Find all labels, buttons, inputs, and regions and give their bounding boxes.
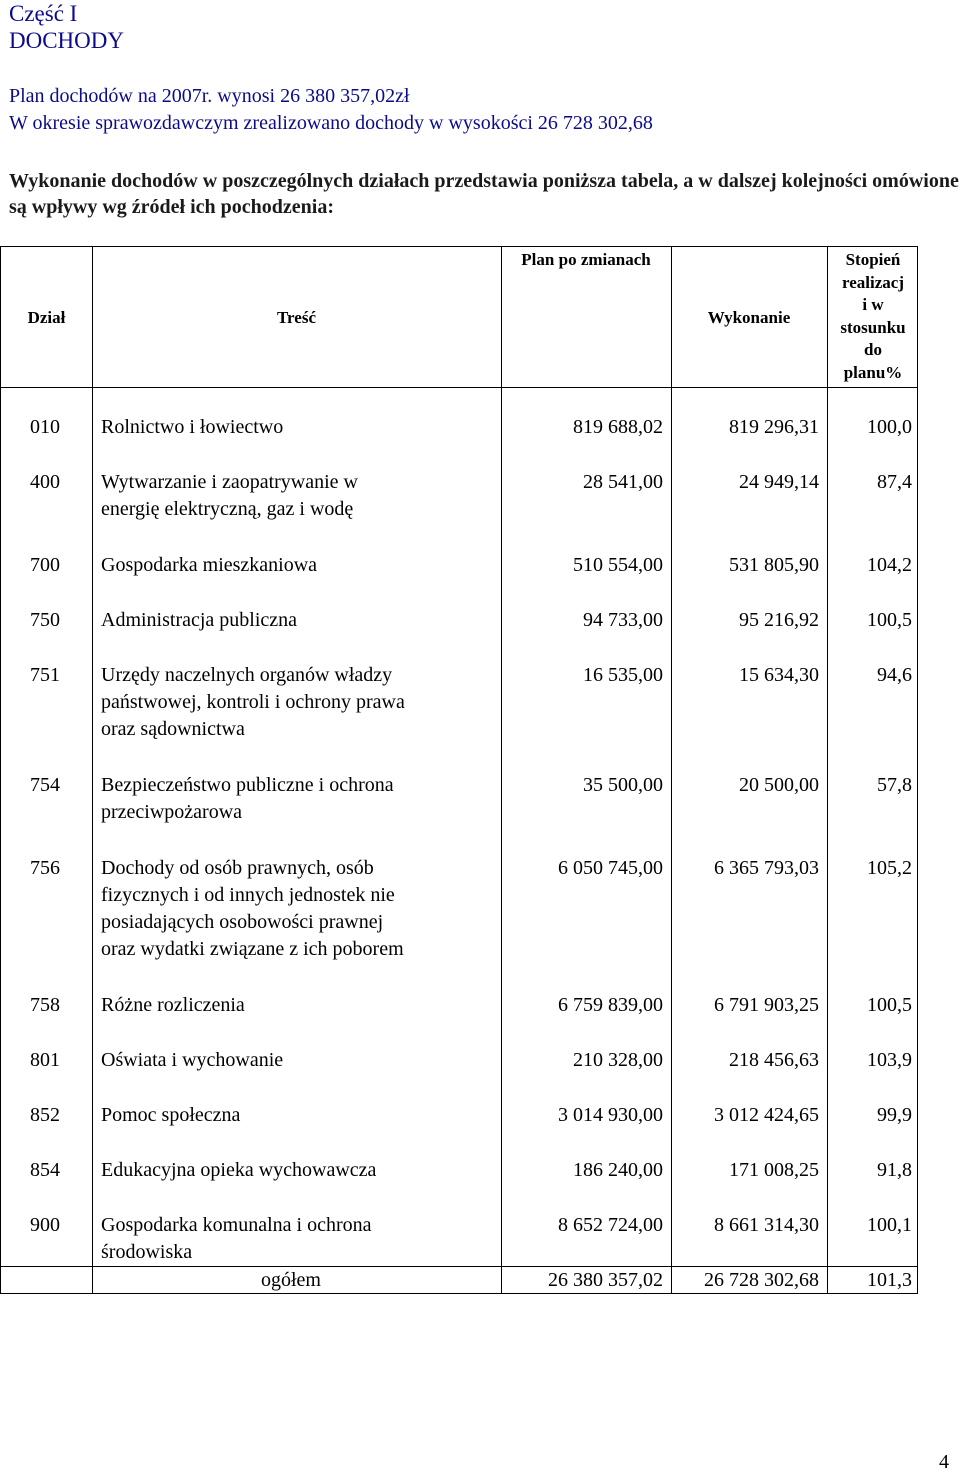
row-tresc: państwowej, kontroli i ochrony prawa [101, 691, 405, 713]
intro-description: Wykonanie dochodów w poszczególnych działach przedstawia poniższa tabela, a w dalszej kolejności omówione są wpływy wg źródeł ich pochodzenia: [9, 170, 959, 218]
row-plan: 94 733,00 [583, 609, 663, 631]
row-wykonanie: 819 296,31 [729, 416, 819, 438]
row-plan: 3 014 930,00 [558, 1104, 663, 1126]
total-wykonanie: 26 728 302,68 [704, 1269, 819, 1291]
heading-title: DOCHODY [9, 28, 124, 53]
header-stopien-line: do [864, 340, 882, 359]
row-dzial: 751 [30, 664, 60, 686]
row-tresc: Pomoc społeczna [101, 1104, 241, 1126]
row-tresc: przeciwpożarowa [101, 801, 243, 823]
row-tresc: Dochody od osób prawnych, osób [101, 857, 374, 879]
table-column-divider [827, 247, 828, 1293]
row-tresc: Urzędy naczelnych organów władzy [101, 664, 393, 686]
row-stopien: 105,2 [867, 857, 912, 879]
row-dzial: 750 [30, 609, 60, 631]
row-dzial: 900 [30, 1214, 60, 1236]
row-tresc: Gospodarka mieszkaniowa [101, 554, 318, 576]
row-tresc: Edukacyjna opieka wychowawcza [101, 1159, 377, 1181]
header-tresc: Treść [276, 308, 317, 327]
header-stopien-line: Stopień [845, 250, 901, 269]
row-dzial: 758 [30, 994, 60, 1016]
row-wykonanie: 20 500,00 [739, 774, 819, 796]
row-wykonanie: 218 456,63 [729, 1049, 819, 1071]
row-stopien: 57,8 [877, 774, 912, 796]
header-plan: Plan po zmianach [521, 250, 651, 269]
header-wykonanie: Wykonanie [707, 308, 791, 327]
header-stopien-line: realizacj [842, 272, 904, 292]
row-tresc: Różne rozliczenia [101, 994, 245, 1016]
header-stopien-line: stosunku [840, 317, 906, 337]
row-wykonanie: 15 634,30 [739, 664, 819, 686]
row-plan: 35 500,00 [583, 774, 663, 796]
header-stopien-line: i w [862, 295, 884, 314]
heading-part: Część I [9, 1, 78, 26]
row-stopien: 94,6 [877, 664, 912, 686]
row-stopien: 100,0 [867, 416, 912, 438]
intro-report-line: W okresie sprawozdawczym zrealizowano dochody w wysokości 26 728 302,68 [9, 112, 653, 134]
row-stopien: 87,4 [877, 471, 912, 493]
header-stopien [827, 249, 919, 384]
row-tresc: oraz wydatki związane z ich poborem [101, 938, 404, 960]
row-tresc: Rolnictwo i łowiectwo [101, 416, 284, 438]
row-dzial: 700 [30, 554, 60, 576]
row-wykonanie: 171 008,25 [729, 1159, 819, 1181]
table-column-divider [92, 247, 93, 1293]
total-stopien: 101,3 [867, 1269, 912, 1291]
row-wykonanie: 6 365 793,03 [714, 857, 819, 879]
row-tresc: Oświata i wychowanie [101, 1049, 284, 1071]
row-stopien: 104,2 [867, 554, 912, 576]
row-wykonanie: 8 661 314,30 [714, 1214, 819, 1236]
row-dzial: 756 [30, 857, 60, 879]
row-plan: 6 759 839,00 [558, 994, 663, 1016]
row-tresc: oraz sądownictwa [101, 718, 245, 740]
row-tresc: Wytwarzanie i zaopatrywanie w [101, 471, 359, 493]
row-plan: 819 688,02 [573, 416, 663, 438]
row-stopien: 103,9 [867, 1049, 912, 1071]
row-wykonanie: 95 216,92 [739, 609, 819, 631]
row-dzial: 801 [30, 1049, 60, 1071]
header-dzial: Dział [27, 308, 66, 327]
total-plan: 26 380 357,02 [548, 1269, 663, 1291]
income-table [0, 246, 918, 1294]
row-plan: 6 050 745,00 [558, 857, 663, 879]
row-wykonanie: 6 791 903,25 [714, 994, 819, 1016]
row-dzial: 852 [30, 1104, 60, 1126]
row-stopien: 100,1 [867, 1214, 912, 1236]
table-header-divider [1, 387, 917, 388]
row-tresc: Gospodarka komunalna i ochrona [101, 1214, 372, 1236]
row-dzial: 400 [30, 471, 60, 493]
row-tresc: środowiska [101, 1241, 193, 1263]
row-plan: 16 535,00 [583, 664, 663, 686]
row-wykonanie: 24 949,14 [739, 471, 819, 493]
row-plan: 8 652 724,00 [558, 1214, 663, 1236]
header-stopien-line: planu% [843, 362, 903, 382]
row-dzial: 010 [30, 416, 60, 438]
row-tresc: posiadających osobowości prawnej [101, 911, 384, 933]
row-wykonanie: 3 012 424,65 [714, 1104, 819, 1126]
row-stopien: 99,9 [877, 1104, 912, 1126]
table-column-divider [501, 247, 502, 1293]
row-plan: 28 541,00 [583, 471, 663, 493]
row-tresc: Administracja publiczna [101, 609, 298, 631]
intro-plan-line: Plan dochodów na 2007r. wynosi 26 380 357,02zł [9, 85, 410, 107]
row-plan: 510 554,00 [573, 554, 663, 576]
row-stopien: 100,5 [867, 994, 912, 1016]
row-tresc: energię elektryczną, gaz i wodę [101, 498, 354, 520]
row-dzial: 854 [30, 1159, 60, 1181]
row-tresc: fizycznych i od innych jednostek nie [101, 884, 395, 906]
row-tresc: Bezpieczeństwo publiczne i ochrona [101, 774, 394, 796]
table-column-divider [671, 247, 672, 1293]
row-dzial: 754 [30, 774, 60, 796]
total-label: ogółem [261, 1269, 321, 1291]
row-plan: 210 328,00 [573, 1049, 663, 1071]
page-number: 4 [939, 1451, 949, 1473]
row-plan: 186 240,00 [573, 1159, 663, 1181]
row-stopien: 100,5 [867, 609, 912, 631]
row-stopien: 91,8 [877, 1159, 912, 1181]
row-wykonanie: 531 805,90 [729, 554, 819, 576]
